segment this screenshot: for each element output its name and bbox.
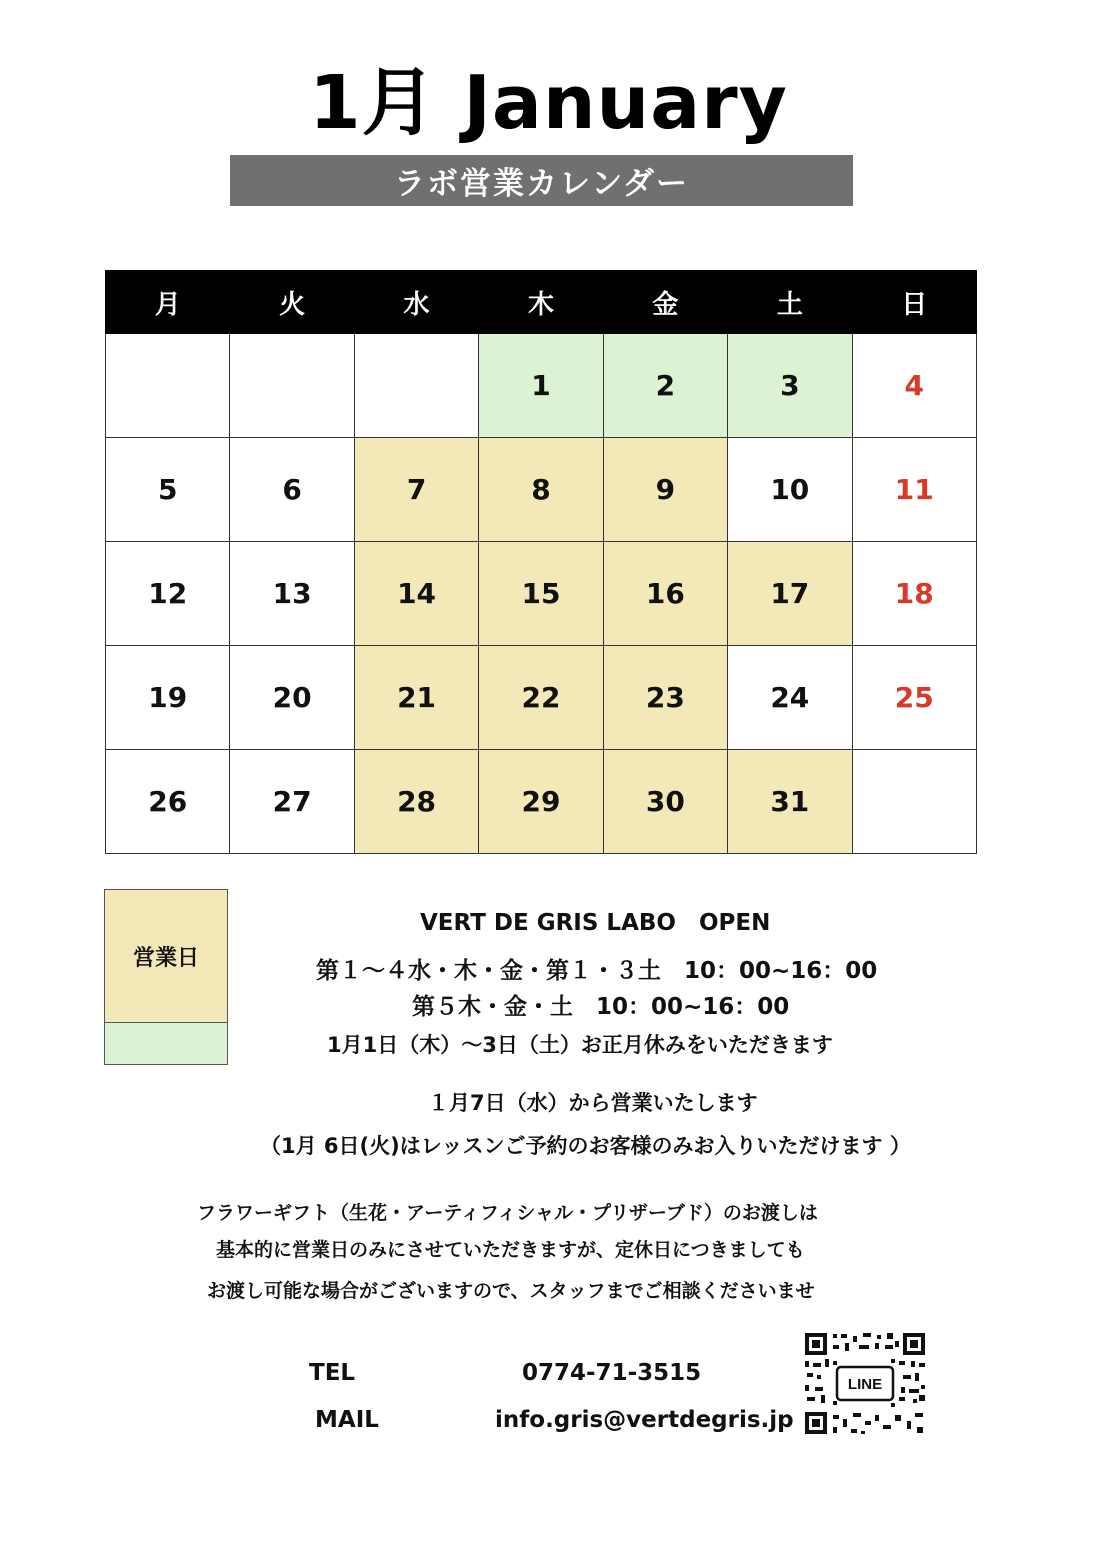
calendar-empty-cell xyxy=(354,334,478,438)
new-year-holiday-note: 1月1日（木）～3日（土）お正月休みをいただきます xyxy=(327,1033,833,1057)
calendar-subtitle-banner: ラボ営業カレンダー xyxy=(230,155,853,206)
calendar-day-cell: 27 xyxy=(230,750,354,854)
reopen-note: １月7日（水）から営業いたします xyxy=(428,1091,758,1115)
calendar-day-cell: 16 xyxy=(603,542,727,646)
weekday-sun: 日 xyxy=(852,271,976,334)
weekday-header-row xyxy=(106,271,977,334)
calendar-day-cell: 7 xyxy=(354,438,478,542)
calendar-day-cell: 19 xyxy=(106,646,230,750)
calendar-day-cell: 29 xyxy=(479,750,603,854)
calendar-day-cell: 10 xyxy=(728,438,852,542)
weekday-thu: 木 xyxy=(479,271,603,334)
calendar-day-cell: 24 xyxy=(728,646,852,750)
gift-note-line-2: 基本的に営業日のみにさせていただきますが、定休日につきましても xyxy=(216,1239,805,1261)
calendar-empty-cell xyxy=(852,750,976,854)
calendar-day-cell: 1 xyxy=(479,334,603,438)
calendar-day-cell: 5 xyxy=(106,438,230,542)
weekday-tue: 火 xyxy=(230,271,354,334)
calendar-grid xyxy=(105,270,977,854)
calendar-day-cell: 14 xyxy=(354,542,478,646)
calendar-day-cell: 28 xyxy=(354,750,478,854)
calendar-day-cell: 13 xyxy=(230,542,354,646)
lesson-note: （1月 6日(火)はレッスンご予約のお客様のみお入りいただけます ） xyxy=(260,1134,911,1158)
calendar-day-cell: 8 xyxy=(479,438,603,542)
calendar-day-cell: 3 xyxy=(728,334,852,438)
weekday-mon: 月 xyxy=(106,271,230,334)
weekday-wed: 水 xyxy=(354,271,478,334)
legend-open-day-swatch xyxy=(105,890,227,1023)
hours-line-2: 第５木・金・土 10：00~16：00 xyxy=(412,994,790,1020)
info-heading: VERT DE GRIS LABO OPEN xyxy=(420,910,771,936)
calendar-week-row xyxy=(106,542,977,646)
calendar-day-cell: 17 xyxy=(728,542,852,646)
weekday-sat: 土 xyxy=(728,271,852,334)
legend xyxy=(104,889,228,1065)
legend-holiday-swatch xyxy=(105,1023,227,1064)
weekday-fri: 金 xyxy=(603,271,727,334)
calendar-day-cell: 9 xyxy=(603,438,727,542)
calendar-day-cell: 25 xyxy=(852,646,976,750)
calendar-day-cell: 18 xyxy=(852,542,976,646)
mail-label: MAIL xyxy=(315,1407,379,1433)
hours-line-1: 第１～４水・木・金・第１・３土 10：00~16：00 xyxy=(316,958,878,984)
calendar-day-cell: 15 xyxy=(479,542,603,646)
calendar-week-row xyxy=(106,334,977,438)
calendar-day-cell: 4 xyxy=(852,334,976,438)
calendar-day-cell: 23 xyxy=(603,646,727,750)
calendar-day-cell: 30 xyxy=(603,750,727,854)
calendar-day-cell: 11 xyxy=(852,438,976,542)
page-title: 1月 January xyxy=(309,60,788,146)
calendar-day-cell: 12 xyxy=(106,542,230,646)
line-qr-code-icon[interactable] xyxy=(803,1331,927,1436)
calendar-day-cell: 31 xyxy=(728,750,852,854)
calendar-day-cell: 21 xyxy=(354,646,478,750)
calendar-week-row xyxy=(106,750,977,854)
calendar-week-row xyxy=(106,646,977,750)
calendar-day-cell: 20 xyxy=(230,646,354,750)
tel-label: TEL xyxy=(309,1360,356,1386)
tel-number[interactable]: 0774-71-3515 xyxy=(522,1360,702,1386)
calendar-day-cell: 6 xyxy=(230,438,354,542)
legend-open-day-label: 営業日 xyxy=(132,945,199,971)
gift-note-line-3: お渡し可能な場合がございますので、スタッフまでご相談くださいませ xyxy=(207,1280,815,1302)
calendar-day-cell: 26 xyxy=(106,750,230,854)
qr-line-label: LINE xyxy=(847,1376,883,1393)
calendar-empty-cell xyxy=(230,334,354,438)
calendar-week-row xyxy=(106,438,977,542)
calendar-empty-cell xyxy=(106,334,230,438)
gift-note-line-1: フラワーギフト（生花・アーティフィシャル・プリザーブド）のお渡しは xyxy=(197,1202,818,1224)
calendar-day-cell: 22 xyxy=(479,646,603,750)
calendar-day-cell: 2 xyxy=(603,334,727,438)
mail-address[interactable]: info.gris@vertdegris.jp xyxy=(495,1407,794,1433)
